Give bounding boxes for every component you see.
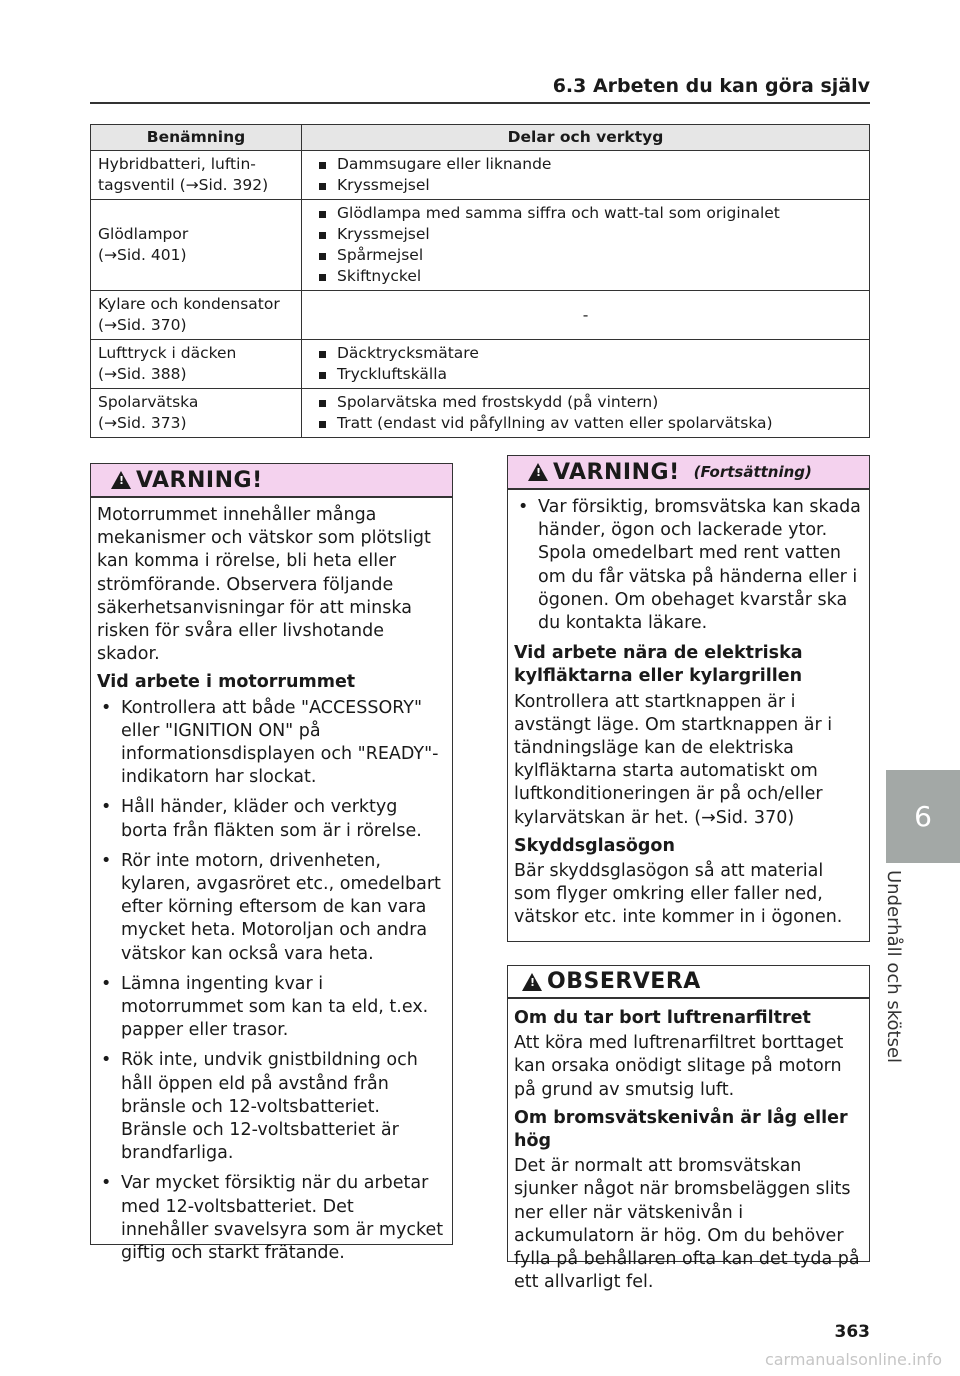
- list-item: Kryssmejsel: [309, 224, 862, 245]
- section-header: [90, 72, 870, 104]
- table-row: [91, 389, 870, 438]
- warning-continued-label: (Fortsättning): [693, 463, 812, 481]
- list-item: Kryssmejsel: [309, 175, 862, 196]
- list-item: • Var mycket försiktig när du arbetar med 12-voltsbatteriet. Det innehåller svavelsyra som är mycket giftig och starkt frätande.: [97, 1172, 446, 1265]
- name-line: (→Sid. 388): [98, 365, 187, 383]
- warning-subheading: Vid arbete i motorrummet: [97, 672, 356, 693]
- warning-bullets: [514, 496, 863, 635]
- table-row: [91, 200, 870, 291]
- table-row: [91, 340, 870, 389]
- name-line: (→Sid. 373): [98, 414, 187, 432]
- name-line: Hybridbatteri, luftin-: [98, 155, 256, 173]
- row-dash: -: [302, 291, 870, 340]
- list-item: • Håll händer, kläder och verktyg borta från fläkten som är i rörelse.: [97, 796, 446, 842]
- column-header-name: Benämning: [91, 125, 302, 151]
- chapter-label-text: Underhåll och skötsel: [883, 870, 904, 1064]
- list-item: Spolarvätska med frostskydd (på vintern): [309, 392, 862, 413]
- name-line: Kylare och kondensator: [98, 295, 280, 313]
- name-line: Spolarvätska: [98, 393, 199, 411]
- notice-body: [508, 999, 869, 1307]
- subheading-cooling-fans: Vid arbete nära de elektriska kylfläktarna eller kylargrillen: [514, 643, 803, 687]
- row-items: [302, 151, 870, 200]
- watermark: carmanualsonline.info: [764, 1350, 942, 1369]
- name-line: (→Sid. 370): [98, 316, 187, 334]
- list-item: • Var försiktig, bromsvätska kan skada händer, ögon och lackerade ytor. Spola omedelbart med rent vatten om du får vätska på händerna eller i ögonen. Om obehaget kvarstår ska du kontakta läkare.: [514, 496, 863, 635]
- paragraph-cooling-fans: Kontrollera att startknappen är i avstängt läge. Om startknappen är i tändningsläge kan de elektriska kylfläktarna starta automatiskt om luftkonditioneringen är på och/eller kylarvätskan är het. (→Sid. 370): [514, 691, 833, 828]
- list-item: Dammsugare eller liknande: [309, 154, 862, 175]
- notice-title: OBSERVERA: [547, 969, 701, 994]
- warning-title: VARNING!: [553, 459, 680, 485]
- column-header-parts: Delar och verktyg: [302, 125, 870, 151]
- warning-triangle-icon: [111, 471, 131, 489]
- name-line: tagsventil (→Sid. 392): [98, 176, 269, 194]
- list-item: • Rök inte, undvik gnistbildning och håll öppen eld på avstånd från bränsle och 12-voltsbatteriet. Bränsle och 12-voltsbatteriet är brandfarliga.: [97, 1049, 446, 1165]
- notice-box: [507, 965, 870, 1293]
- name-line: (→Sid. 401): [98, 246, 187, 264]
- paragraph-brake-fluid: Det är normalt att bromsvätskan sjunker något när bromsbeläggen slits ner eller när vätskenivån i ackumulatorn är hög. Om du behöver fylla på behållaren ofta kan det tyda på ett allvarligt fel.: [514, 1156, 860, 1293]
- notice-header: [508, 965, 870, 999]
- warning-header: [91, 464, 452, 498]
- table-header-row: [91, 125, 870, 151]
- name-line: Lufttryck i däcken: [98, 344, 237, 362]
- subheading-safety-glasses: Skyddsglasögon: [514, 835, 675, 856]
- page-number: 363: [834, 1322, 870, 1342]
- list-item: Tratt (endast vid påfyllning av vatten eller spolarvätska): [309, 413, 862, 434]
- subheading-air-filter: Om du tar bort luftrenarfiltret: [514, 1008, 811, 1028]
- section-title: 6.3 Arbeten du kan göra själv: [552, 75, 870, 97]
- warning-body: [508, 490, 869, 943]
- list-item: Tryckluftskälla: [309, 364, 862, 385]
- row-name: [91, 151, 302, 200]
- warning-continued-box: [507, 455, 870, 942]
- row-items: [302, 340, 870, 389]
- table-row: [91, 291, 870, 340]
- chapter-label: [884, 870, 924, 1070]
- warning-header: [508, 456, 869, 490]
- warning-body: [91, 498, 452, 1280]
- list-item: • Lämna ingenting kvar i motorrummet som kan ta eld, t.ex. papper eller trasor.: [97, 973, 446, 1043]
- row-name: [91, 291, 302, 340]
- row-name: [91, 200, 302, 291]
- list-item: Däcktrycksmätare: [309, 343, 862, 364]
- row-name: [91, 340, 302, 389]
- subheading-brake-fluid: Om bromsvätskenivån är låg eller hög: [514, 1107, 848, 1152]
- warning-bullets: [97, 697, 446, 1266]
- row-name: [91, 389, 302, 438]
- row-items: [302, 389, 870, 438]
- paragraph-air-filter: Att köra med luftrenarfiltret borttaget kan orsaka onödigt slitage på motorn på grund av smutsig luft.: [514, 1033, 844, 1100]
- name-line: Glödlampor: [98, 225, 189, 243]
- warning-box: [90, 463, 453, 1264]
- list-item: • Kontrollera att både "ACCESSORY" eller "IGNITION ON" på informationsdisplayen och "READY"-indikatorn har slockat.: [97, 697, 446, 790]
- warning-intro: Motorrummet innehåller många mekanismer och vätskor som plötsligt kan komma i rörelse, bli heta eller strömförande. Observera följande säkerhetsanvisningar för att minska risken för svåra eller livshotande skador.: [97, 505, 431, 665]
- chapter-number: 6: [914, 800, 932, 833]
- caution-triangle-icon: [522, 973, 542, 991]
- warning-title: VARNING!: [136, 467, 263, 493]
- list-item: • Rör inte motorn, drivenheten, kylaren, avgasröret etc., omedelbart efter körning eftersom de kan vara mycket heta. Motoroljan och andra vätskor kan också vara heta.: [97, 850, 446, 966]
- chapter-tab: [886, 770, 960, 863]
- list-item: Spårmejsel: [309, 245, 862, 266]
- table-row: [91, 151, 870, 200]
- row-items: [302, 200, 870, 291]
- paragraph-safety-glasses: Bär skyddsglasögon så att material som flyger omkring eller faller ned, vätskor etc. inte kommer in i ögonen.: [514, 861, 843, 928]
- parts-table: [90, 124, 870, 438]
- list-item: Glödlampa med samma siffra och watt-tal som originalet: [309, 203, 862, 224]
- list-item: Skiftnyckel: [309, 266, 862, 287]
- warning-triangle-icon: [528, 463, 548, 481]
